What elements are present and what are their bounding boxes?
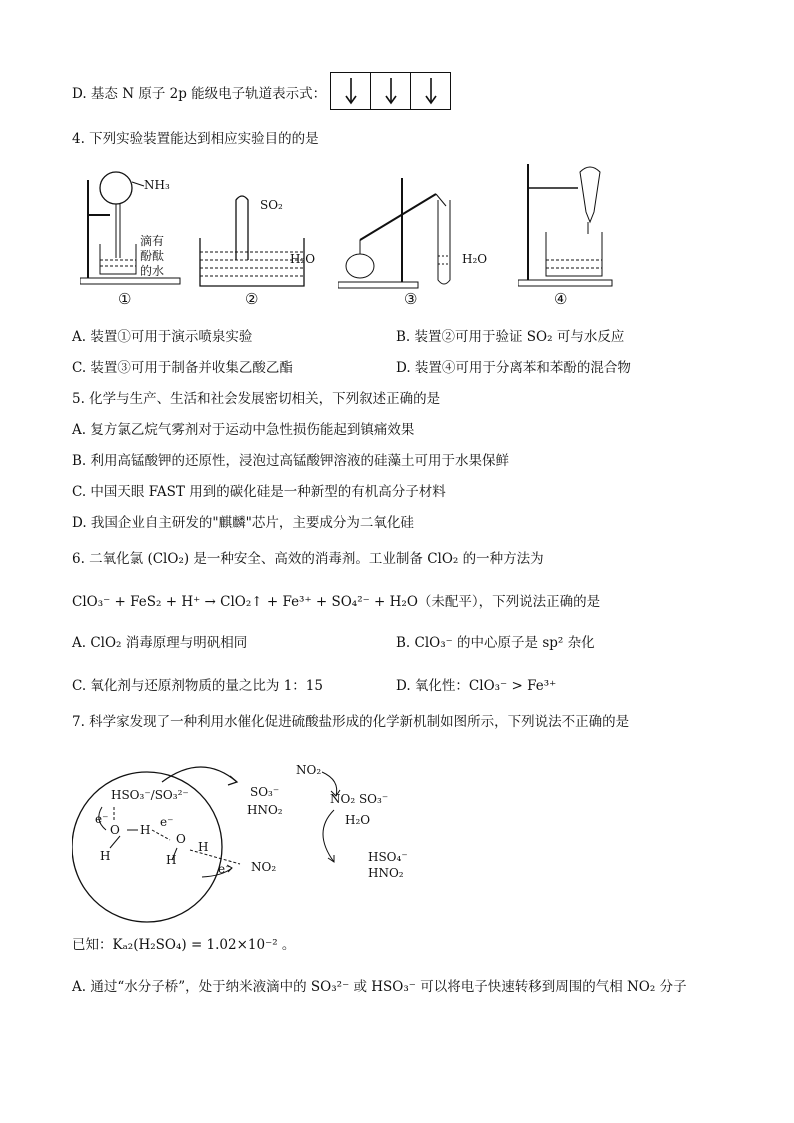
label-h2o-trough: H₂O — [290, 252, 316, 266]
q7-known: 已知：Kₐ₂(H₂SO₄) = 1.02×10⁻² 。 — [72, 937, 296, 953]
q6-equation: ClO₃⁻ + FeS₂ + H⁺ → ClO₂↑ + Fe³⁺ + SO₄²⁻ + H₂O（未配平），下列说法正确的是 — [72, 594, 601, 610]
caption-1: ① — [118, 290, 132, 308]
q5-option-b: B. 利用高锰酸钾的还原性，浸泡过高锰酸钾溶液的硅藻土可用于水果保鲜 — [72, 453, 510, 469]
q7-option-a: A. 通过“水分子桥”，处于纳米液滴中的 SO₃²⁻ 或 HSO₃⁻ 可以将电子快速转移到周围的气相 NO₂ 分子 — [72, 979, 687, 995]
label-indicator-1: 滴有 — [140, 234, 165, 248]
q6-option-c: C. 氧化剂与还原剂物质的量之比为 1：15 — [72, 678, 323, 694]
mech-h1: H — [100, 849, 111, 863]
q6-option-a: A. ClO₂ 消毒原理与明矾相同 — [72, 635, 248, 651]
q3-option-d: D. 基态 N 原子 2p 能级电子轨道表示式： — [72, 86, 327, 102]
q7-stem: 7. 科学家发现了一种利用水催化促进硫酸盐形成的化学新机制如图所示，下列说法不正确的是 — [72, 714, 630, 730]
mech-hno2-1: HNO₂ — [247, 803, 283, 817]
down-arrow-icon — [384, 77, 398, 105]
mech-o2: O — [176, 832, 186, 846]
mech-o1: O — [110, 823, 120, 837]
mech-e3: e⁻ — [218, 862, 232, 876]
mech-so3-rad: SO₃⁻ — [250, 785, 280, 799]
mech-e2: e⁻ — [160, 815, 174, 829]
q5-stem: 5. 化学与生产、生活和社会发展密切相关，下列叙述正确的是 — [72, 391, 441, 407]
mech-hso3-so3: HSO₃⁻/SO₃²⁻ — [111, 788, 189, 802]
orbital-diagram — [330, 72, 451, 110]
mech-no2-in: NO₂ — [251, 860, 277, 874]
q5-option-a: A. 复方氯乙烷气雾剂对于运动中急性损伤能起到镇痛效果 — [72, 422, 415, 438]
q4-option-a: A. 装置①可用于演示喷泉实验 — [72, 329, 253, 345]
q4-option-d: D. 装置④可用于分离苯和苯酚的混合物 — [396, 360, 631, 376]
mech-e1: e⁻ — [95, 812, 109, 826]
q6-option-b: B. ClO₃⁻ 的中心原子是 sp² 杂化 — [396, 635, 595, 651]
mech-hso4: HSO₄⁻ — [368, 850, 408, 864]
mech-h2: H — [166, 853, 177, 867]
mech-h2o: H₂O — [345, 813, 371, 827]
label-indicator-2: 酚酞 — [140, 249, 165, 263]
label-nh3: NH₃ — [144, 178, 170, 192]
q4-stem: 4. 下列实验装置能达到相应实验目的的是 — [72, 131, 319, 147]
q5-option-d: D. 我国企业自主研发的"麒麟"芯片，主要成分为二氧化硅 — [72, 515, 414, 531]
apparatus-separatory-funnel — [518, 160, 618, 290]
q5-option-c: C. 中国天眼 FAST 用到的碳化硅是一种新型的有机高分子材料 — [72, 484, 446, 500]
label-h2o-tube: H₂O — [462, 252, 488, 266]
q6-stem: 6. 二氧化氯 (ClO₂) 是一种安全、高效的消毒剂。工业制备 ClO₂ 的一种方法为 — [72, 551, 544, 567]
mech-no2so3: NO₂ SO₃⁻ — [330, 792, 389, 806]
orbital-box — [331, 73, 370, 109]
caption-2: ② — [245, 290, 259, 308]
label-indicator-3: 的水 — [140, 264, 165, 278]
orbital-box — [370, 73, 410, 109]
mech-h3: H — [198, 840, 209, 854]
apparatus-distillation — [338, 160, 498, 290]
label-so2: SO₂ — [260, 198, 283, 212]
mechanism-diagram — [72, 752, 432, 932]
mech-hno2-2: HNO₂ — [368, 866, 404, 880]
q4-option-c: C. 装置③可用于制备并收集乙酸乙酯 — [72, 360, 293, 376]
orbital-box — [410, 73, 450, 109]
apparatus-fountain — [80, 160, 190, 290]
caption-3: ③ — [404, 290, 418, 308]
caption-4: ④ — [554, 290, 568, 308]
mech-no2-top: NO₂ — [296, 763, 322, 777]
q6-option-d: D. 氧化性：ClO₃⁻ > Fe³⁺ — [396, 678, 557, 694]
q4-option-b: B. 装置②可用于验证 SO₂ 可与水反应 — [396, 329, 625, 345]
down-arrow-icon — [344, 77, 358, 105]
mech-h-mid: H — [140, 823, 151, 837]
down-arrow-icon — [424, 77, 438, 105]
apparatus-so2-trough — [198, 160, 310, 290]
